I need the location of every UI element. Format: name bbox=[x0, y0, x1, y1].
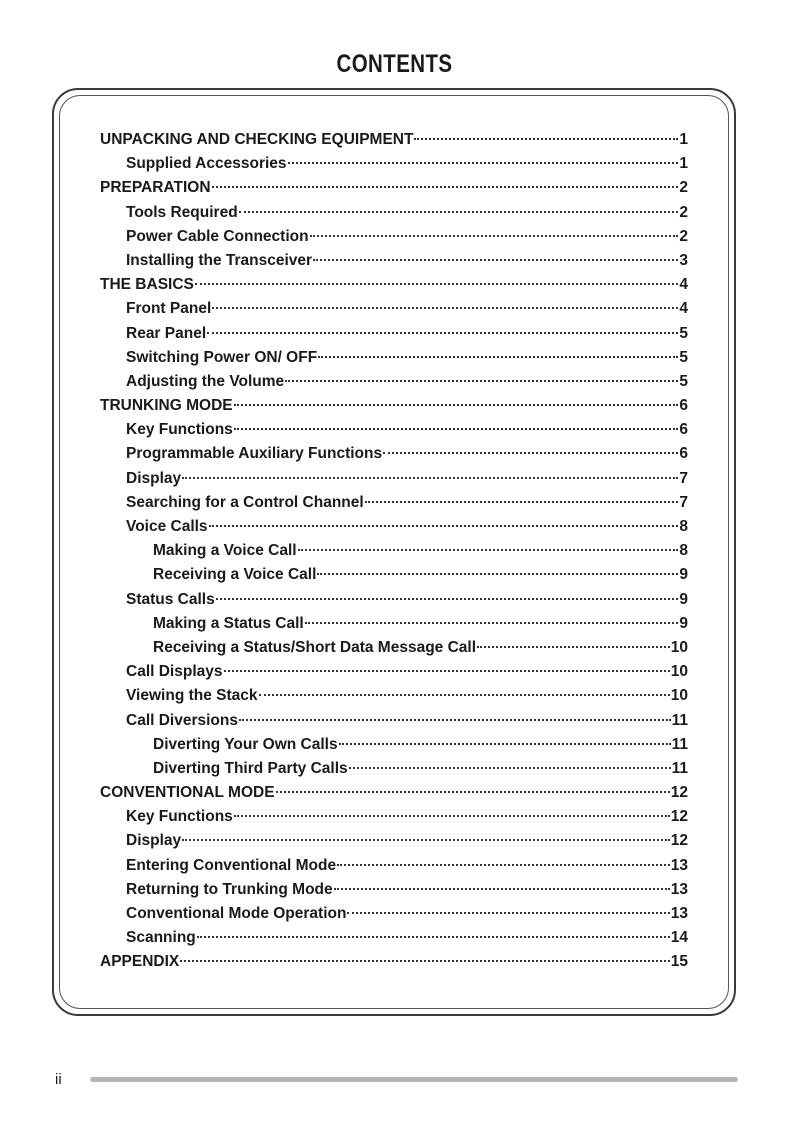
toc-entry[interactable] bbox=[100, 273, 688, 297]
toc-entry-page: 8 bbox=[679, 518, 688, 535]
toc-entry[interactable] bbox=[100, 346, 688, 370]
toc-entry[interactable] bbox=[100, 878, 688, 902]
toc-entry[interactable] bbox=[100, 297, 688, 321]
toc-entry-page: 13 bbox=[670, 880, 688, 898]
toc-entry-page: 9 bbox=[679, 614, 688, 632]
dot-leader bbox=[224, 670, 670, 672]
toc-entry[interactable] bbox=[100, 781, 688, 805]
toc-entry[interactable] bbox=[100, 588, 688, 612]
toc-entry-page: 11 bbox=[671, 711, 688, 729]
dot-leader bbox=[347, 912, 669, 914]
toc-entry-page: 5 bbox=[679, 324, 688, 342]
toc-entry-page: 12 bbox=[670, 832, 688, 850]
toc-entry-page: 9 bbox=[679, 590, 688, 608]
toc-entry[interactable] bbox=[100, 733, 688, 757]
toc-entry-title: Adjusting the Volume bbox=[126, 372, 285, 390]
toc-entry-title: Front Panel bbox=[126, 300, 212, 318]
table-of-contents bbox=[100, 128, 688, 975]
dot-leader bbox=[349, 767, 671, 769]
page-number: ii bbox=[55, 1071, 62, 1088]
toc-entry[interactable] bbox=[100, 926, 688, 950]
toc-entry-title: TRUNKING MODE bbox=[100, 397, 233, 415]
toc-entry-page: 7 bbox=[679, 469, 688, 487]
toc-entry-title: Diverting Your Own Calls bbox=[153, 735, 338, 753]
dot-leader bbox=[197, 936, 670, 938]
toc-entry[interactable] bbox=[100, 418, 688, 442]
toc-entry[interactable] bbox=[100, 854, 688, 878]
dot-leader bbox=[313, 259, 678, 261]
toc-entry[interactable] bbox=[100, 515, 688, 539]
toc-entry-title: Key Functions bbox=[126, 421, 233, 439]
toc-entry-page: 4 bbox=[679, 276, 688, 294]
toc-entry-page: 14 bbox=[670, 929, 688, 947]
dot-leader bbox=[180, 960, 670, 962]
toc-entry-page: 5 bbox=[679, 348, 688, 366]
toc-entry[interactable] bbox=[100, 225, 688, 249]
dot-leader bbox=[383, 452, 678, 454]
toc-entry-page: 6 bbox=[679, 397, 688, 415]
toc-entry-title: Voice Calls bbox=[126, 518, 208, 535]
toc-entry-page: 11 bbox=[671, 735, 688, 753]
toc-entry-title: Diverting Third Party Calls bbox=[153, 759, 348, 777]
toc-entry-page: 2 bbox=[679, 203, 688, 221]
footer-rule bbox=[90, 1077, 738, 1082]
toc-entry[interactable] bbox=[100, 805, 688, 829]
toc-entry[interactable] bbox=[100, 563, 688, 587]
toc-entry-page: 6 bbox=[679, 421, 688, 439]
toc-entry-page: 11 bbox=[671, 759, 688, 777]
dot-leader bbox=[339, 743, 671, 745]
dot-leader bbox=[259, 694, 670, 696]
dot-leader bbox=[212, 186, 679, 188]
toc-entry-page: 5 bbox=[679, 372, 688, 390]
dot-leader bbox=[365, 501, 679, 503]
toc-entry[interactable] bbox=[100, 684, 688, 708]
toc-entry-title: Key Functions bbox=[126, 808, 233, 826]
toc-entry-title: Making a Status Call bbox=[153, 614, 304, 632]
toc-entry-page: 1 bbox=[679, 131, 688, 148]
toc-entry-page: 13 bbox=[670, 905, 688, 922]
toc-entry-title: Scanning bbox=[126, 929, 196, 947]
toc-entry[interactable] bbox=[100, 757, 688, 781]
toc-entry-title: Programmable Auxiliary Functions bbox=[126, 445, 383, 463]
dot-leader bbox=[182, 477, 678, 479]
dot-leader bbox=[318, 356, 678, 358]
toc-entry[interactable] bbox=[100, 612, 688, 636]
dot-leader bbox=[239, 719, 671, 721]
toc-entry-title: Tools Required bbox=[126, 203, 238, 221]
toc-entry-title: Installing the Transceiver bbox=[126, 251, 313, 269]
dot-leader bbox=[305, 622, 679, 624]
toc-entry[interactable] bbox=[100, 128, 688, 152]
toc-entry-title: Receiving a Status/Short Data Message Call bbox=[153, 638, 477, 656]
toc-entry-title: Display bbox=[126, 832, 182, 850]
dot-leader bbox=[212, 307, 678, 309]
toc-entry-page: 4 bbox=[679, 300, 688, 318]
toc-entry[interactable] bbox=[100, 152, 688, 176]
toc-entry-title: Receiving a Voice Call bbox=[153, 566, 317, 584]
toc-entry-title: CONVENTIONAL MODE bbox=[100, 784, 275, 802]
dot-leader bbox=[207, 332, 678, 334]
toc-entry-title: APPENDIX bbox=[100, 953, 180, 971]
toc-entry-page: 9 bbox=[679, 566, 688, 584]
toc-entry-title: Entering Conventional Mode bbox=[126, 856, 337, 874]
dot-leader bbox=[317, 573, 678, 575]
toc-entry-page: 10 bbox=[670, 638, 688, 656]
toc-entry[interactable] bbox=[100, 660, 688, 684]
toc-entry-page: 10 bbox=[670, 687, 688, 705]
toc-entry-title: UNPACKING AND CHECKING EQUIPMENT bbox=[100, 131, 414, 148]
toc-entry-page: 7 bbox=[679, 493, 688, 511]
toc-entry-page: 12 bbox=[670, 784, 688, 802]
toc-entry-page: 15 bbox=[670, 953, 688, 971]
toc-entry-page: 1 bbox=[679, 155, 688, 173]
dot-leader bbox=[234, 428, 679, 430]
toc-entry-title: Power Cable Connection bbox=[126, 227, 309, 245]
dot-leader bbox=[195, 283, 679, 285]
page-title: CONTENTS bbox=[336, 50, 453, 78]
dot-leader bbox=[337, 864, 670, 866]
dot-leader bbox=[216, 598, 679, 600]
toc-entry[interactable] bbox=[100, 950, 688, 974]
toc-entry[interactable] bbox=[100, 709, 688, 733]
toc-entry-title: Call Diversions bbox=[126, 711, 238, 729]
toc-entry-title: THE BASICS bbox=[100, 276, 194, 294]
toc-entry[interactable] bbox=[100, 394, 688, 418]
toc-entry-title: Supplied Accessories bbox=[126, 155, 287, 173]
toc-entry-page: 8 bbox=[679, 542, 688, 560]
toc-entry[interactable] bbox=[100, 467, 688, 491]
toc-entry[interactable] bbox=[100, 902, 688, 926]
toc-entry-page: 10 bbox=[670, 663, 688, 681]
toc-entry[interactable] bbox=[100, 829, 688, 853]
toc-entry[interactable] bbox=[100, 636, 688, 660]
dot-leader bbox=[276, 791, 670, 793]
toc-entry[interactable] bbox=[100, 539, 688, 563]
toc-entry-page: 13 bbox=[670, 856, 688, 874]
dot-leader bbox=[414, 138, 678, 140]
dot-leader bbox=[288, 162, 679, 164]
dot-leader bbox=[310, 235, 679, 237]
dot-leader bbox=[234, 815, 670, 817]
toc-entry-title: PREPARATION bbox=[100, 179, 211, 197]
dot-leader bbox=[209, 525, 679, 527]
toc-entry-title: Viewing the Stack bbox=[126, 687, 258, 705]
toc-entry-title: Status Calls bbox=[126, 590, 215, 608]
dot-leader bbox=[234, 404, 679, 406]
toc-entry-title: Searching for a Control Channel bbox=[126, 493, 364, 511]
toc-entry-title: Rear Panel bbox=[126, 324, 207, 342]
toc-entry-page: 3 bbox=[679, 251, 688, 269]
toc-entry-title: Call Displays bbox=[126, 663, 223, 681]
dot-leader bbox=[298, 549, 679, 551]
toc-entry-title: Switching Power ON/ OFF bbox=[126, 348, 318, 366]
toc-entry-page: 12 bbox=[670, 808, 688, 826]
toc-entry[interactable] bbox=[100, 491, 688, 515]
toc-entry[interactable] bbox=[100, 442, 688, 466]
dot-leader bbox=[239, 211, 679, 213]
toc-entry[interactable] bbox=[100, 176, 688, 200]
toc-entry[interactable] bbox=[100, 322, 688, 346]
toc-entry-page: 2 bbox=[679, 179, 688, 197]
dot-leader bbox=[334, 888, 670, 890]
toc-entry-page: 6 bbox=[679, 445, 688, 463]
toc-entry[interactable] bbox=[100, 201, 688, 225]
dot-leader bbox=[477, 646, 670, 648]
toc-entry-title: Conventional Mode Operation bbox=[126, 905, 347, 922]
dot-leader bbox=[182, 839, 670, 841]
toc-entry-title: Returning to Trunking Mode bbox=[126, 880, 333, 898]
dot-leader bbox=[285, 380, 678, 382]
toc-entry[interactable] bbox=[100, 370, 688, 394]
toc-entry-title: Display bbox=[126, 469, 182, 487]
toc-entry-title: Making a Voice Call bbox=[153, 542, 297, 560]
toc-entry-page: 2 bbox=[679, 227, 688, 245]
toc-entry[interactable] bbox=[100, 249, 688, 273]
